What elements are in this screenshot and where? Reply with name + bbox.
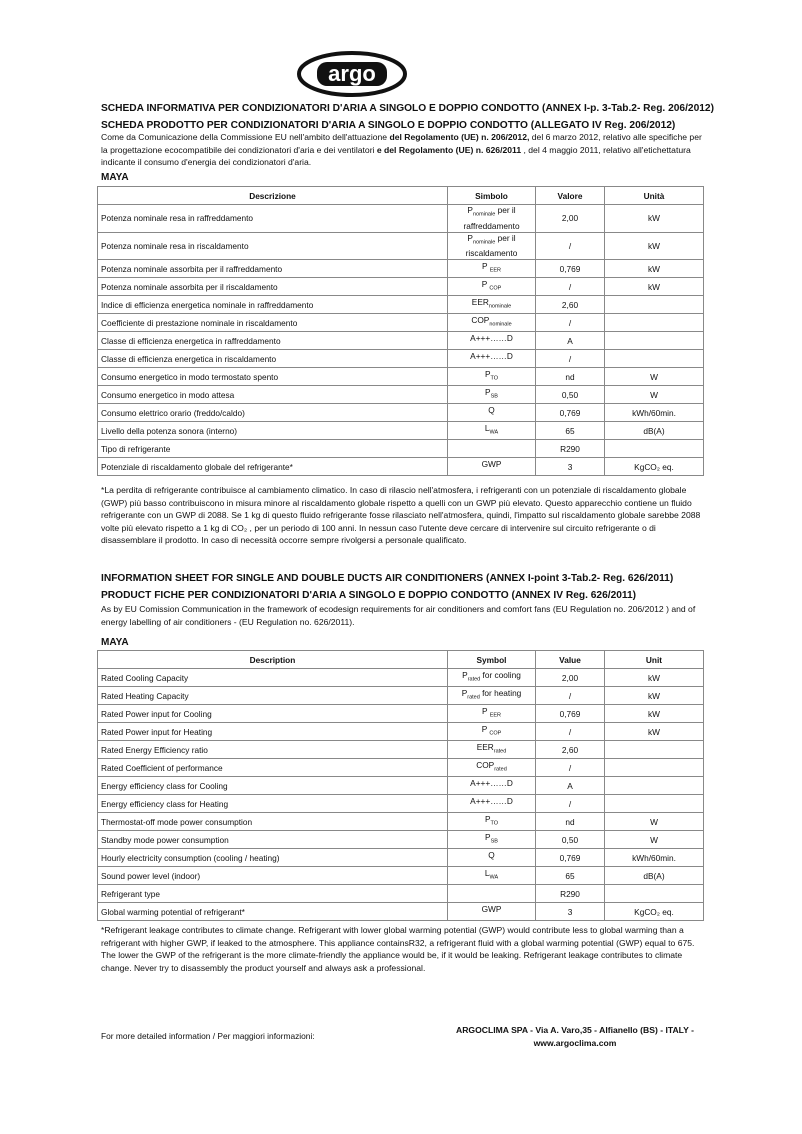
row-symbol	[448, 440, 536, 458]
row-value: /	[536, 795, 605, 813]
row-unit: dB(A)	[605, 422, 704, 440]
row-symbol	[448, 849, 536, 867]
table-row	[98, 759, 704, 777]
row-description: Potenza nominale resa in riscaldamento	[98, 232, 448, 260]
row-symbol	[448, 332, 536, 350]
row-unit: W	[605, 386, 704, 404]
table-row	[98, 314, 704, 332]
symbol-main: A+++……D	[470, 350, 513, 361]
symbol-main: COP	[471, 314, 490, 325]
row-unit: kW	[605, 260, 704, 278]
row-value: 2,60	[536, 741, 605, 759]
row-unit	[605, 795, 704, 813]
table-row	[98, 849, 704, 867]
row-unit	[605, 440, 704, 458]
row-symbol	[448, 813, 536, 831]
row-description: Rated Power input for Heating	[98, 723, 448, 741]
table-row	[98, 440, 704, 458]
row-symbol	[448, 205, 536, 233]
symbol-main: P	[481, 723, 490, 734]
row-description: Consumo energetico in modo termostato spento	[98, 368, 448, 386]
symbol-main: P	[467, 232, 473, 243]
table-row	[98, 687, 704, 705]
en-title-1: INFORMATION SHEET FOR SINGLE AND DOUBLE DUCTS AIR CONDITIONERS (ANNEX I-point 3-Tab.2- Reg. 626/2011)	[101, 573, 674, 584]
row-description: Potenza nominale resa in raffreddamento	[98, 205, 448, 233]
row-description: Indice di efficienza energetica nominale in raffreddamento	[98, 296, 448, 314]
row-symbol	[448, 705, 536, 723]
row-symbol	[448, 232, 536, 260]
table-row	[98, 831, 704, 849]
table-row	[98, 350, 704, 368]
symbol-subscript: COP	[489, 285, 502, 292]
symbol-subscript: rated	[493, 748, 507, 755]
row-value: 0,50	[536, 386, 605, 404]
row-unit: W	[605, 813, 704, 831]
table-row	[98, 205, 704, 233]
column-header: Symbol	[448, 651, 536, 669]
row-unit: kW	[605, 705, 704, 723]
row-symbol	[448, 669, 536, 687]
symbol-main: A+++……D	[470, 777, 513, 788]
svg-text:argo: argo	[328, 61, 376, 86]
symbol-main: Q	[488, 849, 495, 860]
symbol-main: A+++……D	[470, 332, 513, 343]
symbol-main: P	[467, 205, 473, 215]
symbol-main: P	[485, 831, 491, 842]
symbol-subscript: WA	[489, 429, 499, 436]
symbol-main: L	[484, 422, 490, 433]
table-row	[98, 705, 704, 723]
row-unit: KgCO₂ eq.	[605, 458, 704, 476]
symbol-subscript: COP	[489, 730, 502, 737]
row-value: R290	[536, 885, 605, 903]
symbol-main: EER	[476, 741, 494, 752]
row-unit: dB(A)	[605, 867, 704, 885]
row-description: Coefficiente di prestazione nominale in riscaldamento	[98, 314, 448, 332]
row-value: nd	[536, 813, 605, 831]
it-title-2: SCHEDA PRODOTTO PER CONDIZIONATORI D'ARIA A SINGOLO E DOPPIO CONDOTTO (ALLEGATO IV Reg. 206/2012)	[101, 120, 676, 131]
en-model-name: MAYA	[101, 637, 129, 648]
column-header: Value	[536, 651, 605, 669]
row-description: Rated Heating Capacity	[98, 687, 448, 705]
row-description: Refrigerant type	[98, 885, 448, 903]
column-header: Unit	[605, 651, 704, 669]
symbol-main: GWP	[481, 458, 502, 469]
symbol-subscript: EER	[489, 712, 501, 719]
en-title-2: PRODUCT FICHE PER CONDIZIONATORI D'ARIA A SINGOLO E DOPPIO CONDOTTO (ANNEX IV Reg. 626/2011)	[101, 590, 637, 601]
table-row	[98, 386, 704, 404]
table-row	[98, 422, 704, 440]
row-description: Consumo elettrico orario (freddo/caldo)	[98, 404, 448, 422]
row-description: Rated Coefficient of performance	[98, 759, 448, 777]
it-model-name: MAYA	[101, 172, 129, 183]
row-value: /	[536, 278, 605, 296]
row-unit	[605, 759, 704, 777]
row-value: 65	[536, 422, 605, 440]
symbol-main: A+++……D	[470, 795, 513, 806]
row-symbol	[448, 759, 536, 777]
column-header: Valore	[536, 187, 605, 205]
row-symbol	[448, 687, 536, 705]
argo-logo	[297, 50, 407, 98]
row-unit: kW	[605, 723, 704, 741]
row-value: 2,60	[536, 296, 605, 314]
table-row	[98, 404, 704, 422]
row-value: 0,769	[536, 260, 605, 278]
symbol-main: P	[461, 687, 468, 698]
table-row	[98, 885, 704, 903]
row-description: Standby mode power consumption	[98, 831, 448, 849]
symbol-subscript: nominale	[489, 321, 512, 328]
row-unit: W	[605, 831, 704, 849]
row-description: Rated Cooling Capacity	[98, 669, 448, 687]
footer-more-info: For more detailed information / Per maggiori informazioni:	[101, 1031, 315, 1041]
symbol-main: P	[481, 260, 490, 271]
row-value: /	[536, 350, 605, 368]
row-value: R290	[536, 440, 605, 458]
row-symbol	[448, 368, 536, 386]
row-description: Consumo energetico in modo attesa	[98, 386, 448, 404]
row-unit	[605, 350, 704, 368]
row-value: 2,00	[536, 205, 605, 233]
table-row	[98, 296, 704, 314]
table-row	[98, 669, 704, 687]
row-value: /	[536, 759, 605, 777]
table-row	[98, 458, 704, 476]
symbol-main: EER	[471, 296, 489, 307]
row-unit: KgCO₂ eq.	[605, 903, 704, 921]
row-unit: kW	[605, 669, 704, 687]
row-unit: kW	[605, 232, 704, 260]
row-description: Energy efficiency class for Cooling	[98, 777, 448, 795]
row-description: Hourly electricity consumption (cooling / heating)	[98, 849, 448, 867]
row-value: /	[536, 232, 605, 260]
row-symbol	[448, 386, 536, 404]
row-unit: kWh/60min.	[605, 404, 704, 422]
it-spec-table	[97, 186, 704, 476]
row-value: /	[536, 687, 605, 705]
row-symbol	[448, 831, 536, 849]
row-description: Potenza nominale assorbita per il riscaldamento	[98, 278, 448, 296]
symbol-main: COP	[476, 759, 495, 770]
table-row	[98, 723, 704, 741]
row-unit	[605, 296, 704, 314]
row-symbol	[448, 350, 536, 368]
row-symbol	[448, 296, 536, 314]
row-description: Thermostat-off mode power consumption	[98, 813, 448, 831]
row-unit	[605, 314, 704, 332]
row-value: 0,50	[536, 831, 605, 849]
symbol-suffix: per il raffreddamento	[463, 205, 520, 231]
table-row	[98, 741, 704, 759]
symbol-main: P	[481, 278, 490, 289]
column-header: Descrizione	[98, 187, 448, 205]
row-symbol	[448, 867, 536, 885]
symbol-subscript: rated	[467, 694, 480, 701]
row-unit: W	[605, 368, 704, 386]
row-unit: kW	[605, 278, 704, 296]
symbol-main: Q	[488, 404, 495, 415]
row-value: 65	[536, 867, 605, 885]
row-description: Classe di efficienza energetica in raffreddamento	[98, 332, 448, 350]
row-value: 3	[536, 903, 605, 921]
row-description: Tipo di refrigerante	[98, 440, 448, 458]
symbol-subscript: nominale	[488, 303, 512, 310]
row-symbol	[448, 741, 536, 759]
row-symbol	[448, 278, 536, 296]
row-symbol	[448, 903, 536, 921]
row-value: 0,769	[536, 849, 605, 867]
row-value: A	[536, 777, 605, 795]
row-description: Rated Power input for Cooling	[98, 705, 448, 723]
column-header: Unità	[605, 187, 704, 205]
table-row	[98, 278, 704, 296]
row-symbol	[448, 422, 536, 440]
row-symbol	[448, 260, 536, 278]
row-description: Potenziale di riscaldamento globale del refrigerante*	[98, 458, 448, 476]
symbol-subscript: SB	[490, 393, 498, 400]
symbol-subscript: WA	[489, 874, 499, 881]
row-symbol	[448, 404, 536, 422]
row-description: Energy efficiency class for Heating	[98, 795, 448, 813]
row-symbol	[448, 795, 536, 813]
column-header: Simbolo	[448, 187, 536, 205]
row-value: /	[536, 723, 605, 741]
table-row	[98, 903, 704, 921]
symbol-suffix: for heating	[479, 687, 522, 698]
row-value: 0,769	[536, 705, 605, 723]
symbol-suffix: per il riscaldamento	[465, 232, 518, 259]
symbol-main: P	[462, 669, 468, 680]
en-intro: As by EU Comission Communication in the framework of ecodesign requirements for air conditioners and comfort fans (EU Regulation no. 206/2012 ) and of energy labelling of air conditioners - (EU Regulation no. 626/2011).	[101, 604, 696, 627]
row-symbol	[448, 777, 536, 795]
row-unit	[605, 332, 704, 350]
row-description: Rated Energy Efficiency ratio	[98, 741, 448, 759]
row-symbol	[448, 458, 536, 476]
table-header-row	[98, 651, 704, 669]
row-description: Livello della potenza sonora (interno)	[98, 422, 448, 440]
symbol-subscript: TO	[490, 820, 499, 827]
table-row	[98, 232, 704, 260]
en-refrigerant-note: *Refrigerant leakage contributes to climate change. Refrigerant with lower global warming potential (GWP) would contribute less to global warming than a refrigerant with higher GWP, if leaked to the atmosphere. This appliance containsR32, a refrigerant fluid with a global warming potential (GWP) equal to 675. The lower the GWP of the refrigerant is the more climate-friendly the appliance would be, if it would be leaking. Refrigerant leakage contributes to climate change. Never try to disassembly the product yourself and always ask a professional.	[101, 925, 695, 973]
table-row	[98, 368, 704, 386]
symbol-main: P	[485, 386, 491, 397]
row-unit: kWh/60min.	[605, 849, 704, 867]
column-header: Description	[98, 651, 448, 669]
row-value: 0,769	[536, 404, 605, 422]
row-description: Global warming potential of refrigerant*	[98, 903, 448, 921]
row-value: 2,00	[536, 669, 605, 687]
row-unit	[605, 885, 704, 903]
symbol-subscript: TO	[490, 375, 499, 382]
en-spec-table	[97, 650, 704, 921]
it-title-1: SCHEDA INFORMATIVA PER CONDIZIONATORI D'ARIA A SINGOLO E DOPPIO CONDOTTO (ANNEX I-p. 3-Tab.2- Reg. 206/2012)	[101, 103, 714, 114]
symbol-main: P	[484, 368, 491, 379]
row-unit	[605, 741, 704, 759]
symbol-subscript: nominale	[472, 211, 496, 218]
footer-website-link[interactable]: www.argoclima.com	[533, 1037, 617, 1048]
footer-company	[430, 1024, 720, 1049]
symbol-subscript: rated	[494, 766, 507, 773]
table-header-row	[98, 187, 704, 205]
table-row	[98, 795, 704, 813]
row-symbol	[448, 723, 536, 741]
row-symbol	[448, 885, 536, 903]
symbol-main: P	[484, 813, 491, 824]
row-unit	[605, 777, 704, 795]
table-row	[98, 867, 704, 885]
symbol-subscript: SB	[490, 838, 498, 845]
row-value: nd	[536, 368, 605, 386]
footer-company-address: ARGOCLIMA SPA - Via A. Varo,35 - Alfianello (BS) - ITALY -	[456, 1025, 694, 1035]
row-description: Sound power level (indoor)	[98, 867, 448, 885]
symbol-main: P	[481, 705, 490, 716]
row-description: Potenza nominale assorbita per il raffreddamento	[98, 260, 448, 278]
table-row	[98, 332, 704, 350]
symbol-subscript: EER	[489, 267, 501, 274]
row-unit: kW	[605, 687, 704, 705]
symbol-main: L	[484, 867, 490, 878]
symbol-subscript: nominale	[472, 239, 496, 246]
row-description: Classe di efficienza energetica in riscaldamento	[98, 350, 448, 368]
row-value: A	[536, 332, 605, 350]
table-row	[98, 813, 704, 831]
row-value: 3	[536, 458, 605, 476]
symbol-suffix: for cooling	[480, 669, 521, 680]
table-row	[98, 260, 704, 278]
it-intro: Come da Comunicazione della Commissione EU nell'ambito dell'attuazione del Regolamento (UE) n. 206/2012, del 6 marzo 2012, relativo alle specifiche per la progettazione ecocompatibile dei condizionatori d'aria e dei ventilatori e del Regolamento (UE) n. 626/2011 , del 4 maggio 2011, relativo all'etichettatura indicante il consumo d'energia dei condizionatori d'aria.	[101, 132, 702, 168]
row-unit: kW	[605, 205, 704, 233]
it-refrigerant-note: *La perdita di refrigerante contribuisce al cambiamento climatico. In caso di rilascio nell'atmosfera, i refrigeranti con un potenziale di riscaldamento globale (GWP) più basso contribuiscono in misura minore al riscaldamento globale rispetto a quelli con un GWP più elevato. Questo apparecchio contiene un fluido refrigerante con un GWP di 2088. Se 1 kg di questo fluido refrigerante fosse rilasciato nell'atmosfera, quindi, l'impatto sul riscaldamento globale sarebbe 2088 volte più elevato rispetto a 1 kg di CO₂ , per un periodo di 100 anni. In nessun caso l'utente deve cercare di intervenire sul circuito refrigerante o di disassemblare il prodotto. In caso di necessità occorre sempre rivolgersi a personale qualificato.	[101, 485, 701, 546]
row-value: /	[536, 314, 605, 332]
table-row	[98, 777, 704, 795]
symbol-main: GWP	[481, 903, 502, 914]
symbol-subscript: rated	[467, 676, 481, 683]
row-symbol	[448, 314, 536, 332]
